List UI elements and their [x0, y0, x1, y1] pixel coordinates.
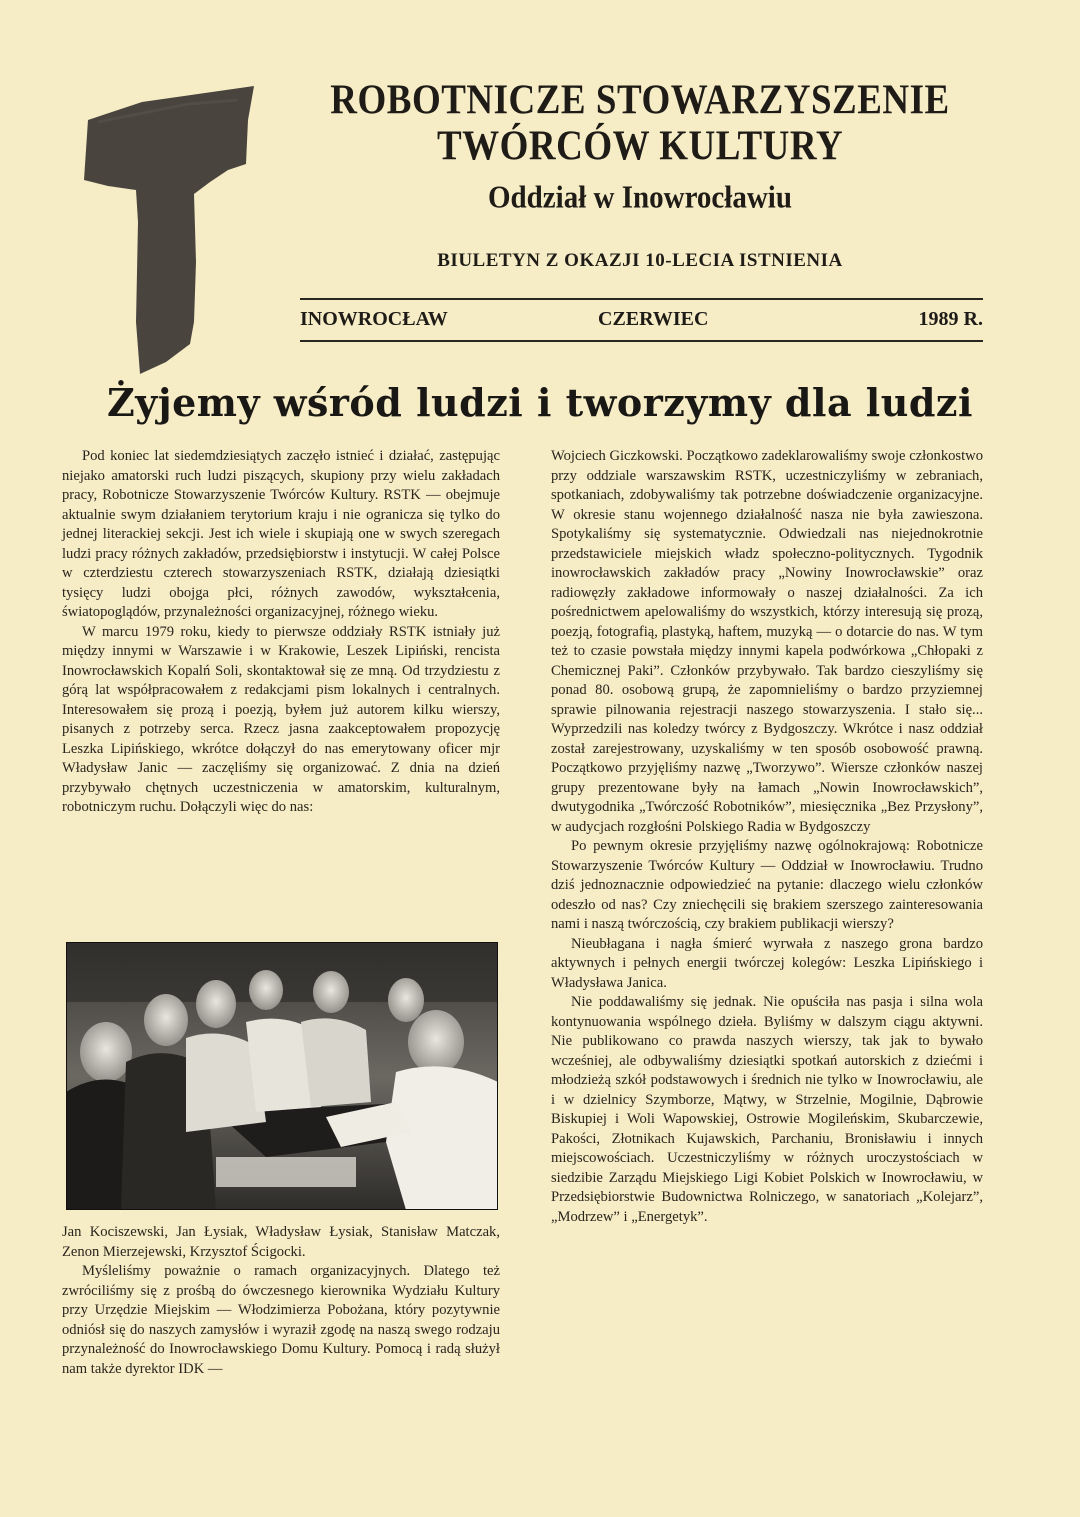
paragraph: Wojciech Giczkowski. Początkowo zadeklarowaliśmy swoje członkostwo przy oddziale warszawskim RSTK, uczestniczyliśmy w zebraniach, spotkaniach, zdobywaliśmy tak potrzebne doświadczenie organizacyjne. W okresie stanu wojennego działalność nasza nie była zawieszona. Spotykaliśmy się systematycznie. Odwiedzali nas niejednokrotnie przedstawiciele miejskich władz społeczno-politycznych. Tygodnik inowrocławskich zakładów pracy „Nowiny Inowrocławskie” oraz radiowęzły zakładowe informowały o naszej działalności. Za ich pośrednictwem apelowaliśmy do wszystkich, którzy interesują się prozą, poezją, fotografią, plastyką, haftem, muzyką — o dotarcie do nas. W tym też to czasie powstała między innymi kapela podwórkowa „Chłopaki z Chemicznej Paki”. Członków przybywało. Tak bardzo cieszyliśmy się ponad 80. osobową grupą, że zapomnieliśmy o bardzo przyziemnej sprawie pilnowania rejestracji naszego stowarzyszenia. I stało się... Wyprzedzili nas koledzy twórcy z Bydgoszczy. Wkrótce i nasz oddział został zarejestrowany, uzyskaliśmy w ten sposób osobowość prawną. Początkowo przyjęliśmy nazwę „Tworzywo”. Wiersze członków naszej grupy prezentowane były na łamach „Nowin Inowrocławskich”, dwutygodnika „Twórczość Robotników”, miesięcznika „Bez Przysłony”, w audycjach rozgłośni Polskiego Radia w Bydgoszczy — [551, 448, 983, 835]
issue-city: INOWROCŁAW — [300, 308, 448, 330]
bulletin-subtitle: BIULETYN Z OKAZJI 10-LECIA ISTNIENIA — [437, 250, 843, 271]
group-photo — [66, 942, 498, 1210]
header-rule-bottom — [300, 340, 983, 342]
issue-month: CZERWIEC — [598, 308, 709, 330]
right-column — [551, 447, 983, 1227]
left-column-top — [62, 447, 500, 818]
org-title-line-2: TWÓRCÓW KULTURY — [436, 122, 844, 170]
organization-title — [300, 78, 980, 170]
article-headline: Żyjemy wśród ludzi i tworzymy dla ludzi — [107, 380, 973, 425]
paragraph: Nieubłagana i nagła śmierć wyrwała z naszego grona bardzo aktywnych i pełnych energii twórczej kolegów: Leszka Lipińskiego i Władysława Janica. — [551, 935, 983, 991]
org-title-line-1: ROBOTNICZE STOWARZYSZENIE — [330, 76, 950, 124]
paragraph: Myśleliśmy poważnie o ramach organizacyjnych. Dlatego też zwróciliśmy się z prośbą do ówczesnego kierownika Wydziału Kultury przy Urzędzie Miejskim — Włodzimierza Pobożana, który pozytywnie odniósł się do naszych zamysłów i wyraził zgodę na naszą swego rodzaju przynależność do Inowrocławskiego Domu Kultury. Pomocą i radą służył nam także dyrektor IDK — — [62, 1263, 500, 1377]
paragraph: Nie poddawaliśmy się jednak. Nie opuściła nas pasja i silna wola kontynuowania wspólnego dzieła. Byliśmy w dalszym ciągu aktywni. Nie publikowano co prawda naszych wierszy, tak jak to bywało wcześniej, ale odbywaliśmy dziesiątki spotkań autorskich z dziećmi i młodzieżą szkół podstawowych i średnich nie tylko w Inowrocławiu, ale i w dzielnicy Szymborze, Mątwy, w Strzelnie, Mogilnie, Dąbrowie Biskupiej i Woli Wapowskiej, Ostrowie Mogileńskim, Skubarczewie, Pakości, Złotnikach Kujawskich, Parchaniu, Bronisławiu i innych miejscowościach. Uczestniczyliśmy w różnych uroczystościach w siedzibie Zarządu Miejskiego Ligi Kobiet Polskich w Inowrocławiu, w Przedsiębiorstwie Budownictwa Rolniczego, w sanatoriach „Kolejarz”, „Modrzew” i „Energetyk”. — [551, 994, 983, 1225]
paragraph: W marcu 1979 roku, kiedy to pierwsze oddziały RSTK istniały już między innymi w Warszawie i w Krakowie, Leszek Lipiński, rencista Inowrocławskich Kopalń Soli, skontaktował się ze mną. Od trzydziestu z górą lat współpracowałem z redakcjami pism lokalnych i centralnych. Interesowałem się prozą i poezją, byłem już autorem kilku wierszy, pisanych z potrzeby serca. Rzecz jasna zaakceptowałem propozycję Leszka Lipińskiego, wkrótce dołączył do nas emerytowany oficer mjr Władysław Janic — zaczęliśmy się organizować. Z dnia na dzień przybywało chętnych uczestniczenia w amatorskim, kulturalnym, robotniczym ruchu. Dołączyli więc do nas: — [62, 623, 500, 815]
issue-meta-row — [300, 306, 983, 336]
issue-year: 1989 R. — [918, 308, 983, 330]
paragraph: Pod koniec lat siedemdziesiątych zaczęło istnieć i działać, zastępując niejako amatorski ruch ludzi piszących, skupiony przy wielu zakładach pracy, Robotnicze Stowarzyszenie Twórców Kultury. RSTK — obejmuje aktualnie swym działaniem terytorium kraju i nie ogranicza się tylko do jednej literackiej sekcji. Jest ich wiele i skupiają one w swych szeregach ludzi pracy różnych zakładów, przedsiębiorstw i instytucji. W całej Polsce w czterdziestu czterech stowarzyszeniach RSTK, działają dziesiątki tysięcy ludzi obojga płci, różnych zawodów, wykształcenia, światopoglądów, przynależności organizacyjnej, różnego wieku. — [62, 448, 500, 620]
photo-caption: Jan Kociszewski, Jan Łysiak, Władysław Łysiak, Stanisław Matczak, Zenon Mierzejewski, Krzysztof Ścigocki. — [62, 1224, 500, 1260]
branch-name: Oddział w Inowrocławiu — [487, 180, 792, 216]
left-column-bottom — [62, 1223, 500, 1379]
rstk-logo-icon — [78, 82, 258, 382]
paragraph: Po pewnym okresie przyjęliśmy nazwę ogólnokrajową: Robotnicze Stowarzyszenie Twórców Kultury — Oddział w Inowrocławiu. Trudno dziś jednoznacznie odpowiedzieć na pytanie: dlaczego wielu członków odeszło od nas? Czy zniechęcili się brakiem szerszego zainteresowania nami i naszą twórczością, czy brakiem publikacji wierszy? — [551, 838, 983, 932]
header-rule-top — [300, 298, 983, 300]
